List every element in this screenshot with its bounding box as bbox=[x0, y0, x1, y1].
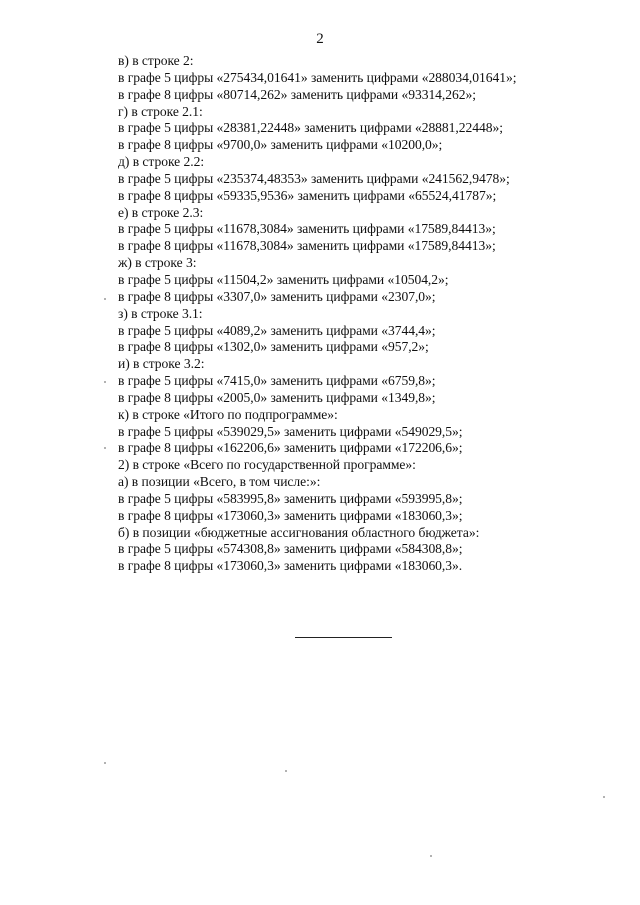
paragraph-line: в графе 5 цифры «574308,8» заменить цифрами «584308,8»; bbox=[118, 541, 463, 557]
paragraph-line: в графе 8 цифры «59335,9536» заменить цифрами «65524,41787»; bbox=[118, 187, 497, 203]
paragraph-line: в графе 5 цифры «4089,2» заменить цифрами «3744,4»; bbox=[118, 322, 436, 338]
paragraph-line: ж) в строке 3: bbox=[118, 255, 197, 271]
paragraph-line: в) в строке 2: bbox=[118, 53, 194, 68]
paragraph-line: в графе 8 цифры «11678,3084» заменить цифрами «17589,84413»; bbox=[118, 238, 496, 254]
paragraph-line: в графе 5 цифры «583995,8» заменить цифрами «593995,8»; bbox=[118, 490, 463, 506]
paragraph-line: 2) в строке «Всего по государственной программе»: bbox=[118, 457, 416, 473]
scan-speck bbox=[285, 770, 287, 772]
scan-speck bbox=[104, 447, 106, 449]
amendment-text bbox=[118, 53, 588, 575]
paragraph-line: з) в строке 3.1: bbox=[118, 305, 203, 321]
paragraph-line: в графе 8 цифры «3307,0» заменить цифрами «2307,0»; bbox=[118, 288, 436, 304]
paragraph-line: г) в строке 2.1: bbox=[118, 103, 203, 119]
scan-speck bbox=[104, 298, 106, 300]
paragraph-line: в графе 8 цифры «9700,0» заменить цифрами «10200,0»; bbox=[118, 137, 443, 153]
scan-speck bbox=[430, 855, 432, 857]
paragraph-line: и) в строке 3.2: bbox=[118, 356, 205, 372]
paragraph-line: в графе 8 цифры «173060,3» заменить цифрами «183060,3»; bbox=[118, 507, 463, 523]
paragraph-line: в графе 5 цифры «275434,01641» заменить цифрами «288034,01641»; bbox=[118, 69, 517, 85]
paragraph-line: в графе 5 цифры «28381,22448» заменить цифрами «28881,22448»; bbox=[118, 120, 503, 136]
paragraph-line: в графе 5 цифры «7415,0» заменить цифрами «6759,8»; bbox=[118, 373, 436, 389]
paragraph-line: в графе 8 цифры «1302,0» заменить цифрами «957,2»; bbox=[118, 339, 429, 355]
paragraph-line: в графе 5 цифры «539029,5» заменить цифрами «549029,5»; bbox=[118, 423, 463, 439]
page-number: 2 bbox=[316, 31, 324, 47]
paragraph-line: к) в строке «Итого по подпрограмме»: bbox=[118, 406, 338, 422]
paragraph-line: в графе 5 цифры «11678,3084» заменить цифрами «17589,84413»; bbox=[118, 221, 496, 237]
paragraph-line: б) в позиции «бюджетные ассигнования областного бюджета»: bbox=[118, 524, 480, 540]
end-of-text-rule bbox=[295, 637, 392, 638]
paragraph-line: в графе 8 цифры «173060,3» заменить цифрами «183060,3». bbox=[118, 558, 463, 574]
paragraph-line: а) в позиции «Всего, в том числе:»: bbox=[118, 474, 321, 490]
scan-speck bbox=[603, 796, 605, 798]
paragraph-line: д) в строке 2.2: bbox=[118, 154, 205, 170]
paragraph-line: е) в строке 2.3: bbox=[118, 204, 204, 220]
paragraph-line: в графе 8 цифры «2005,0» заменить цифрами «1349,8»; bbox=[118, 389, 436, 405]
paragraph-line: в графе 8 цифры «162206,6» заменить цифрами «172206,6»; bbox=[118, 440, 463, 456]
scan-speck bbox=[104, 381, 106, 383]
paragraph-line: в графе 8 цифры «80714,262» заменить цифрами «93314,262»; bbox=[118, 86, 476, 102]
scan-speck bbox=[104, 762, 106, 764]
paragraph-line: в графе 5 цифры «11504,2» заменить цифрами «10504,2»; bbox=[118, 271, 449, 287]
paragraph-line: в графе 5 цифры «235374,48353» заменить цифрами «241562,9478»; bbox=[118, 170, 510, 186]
